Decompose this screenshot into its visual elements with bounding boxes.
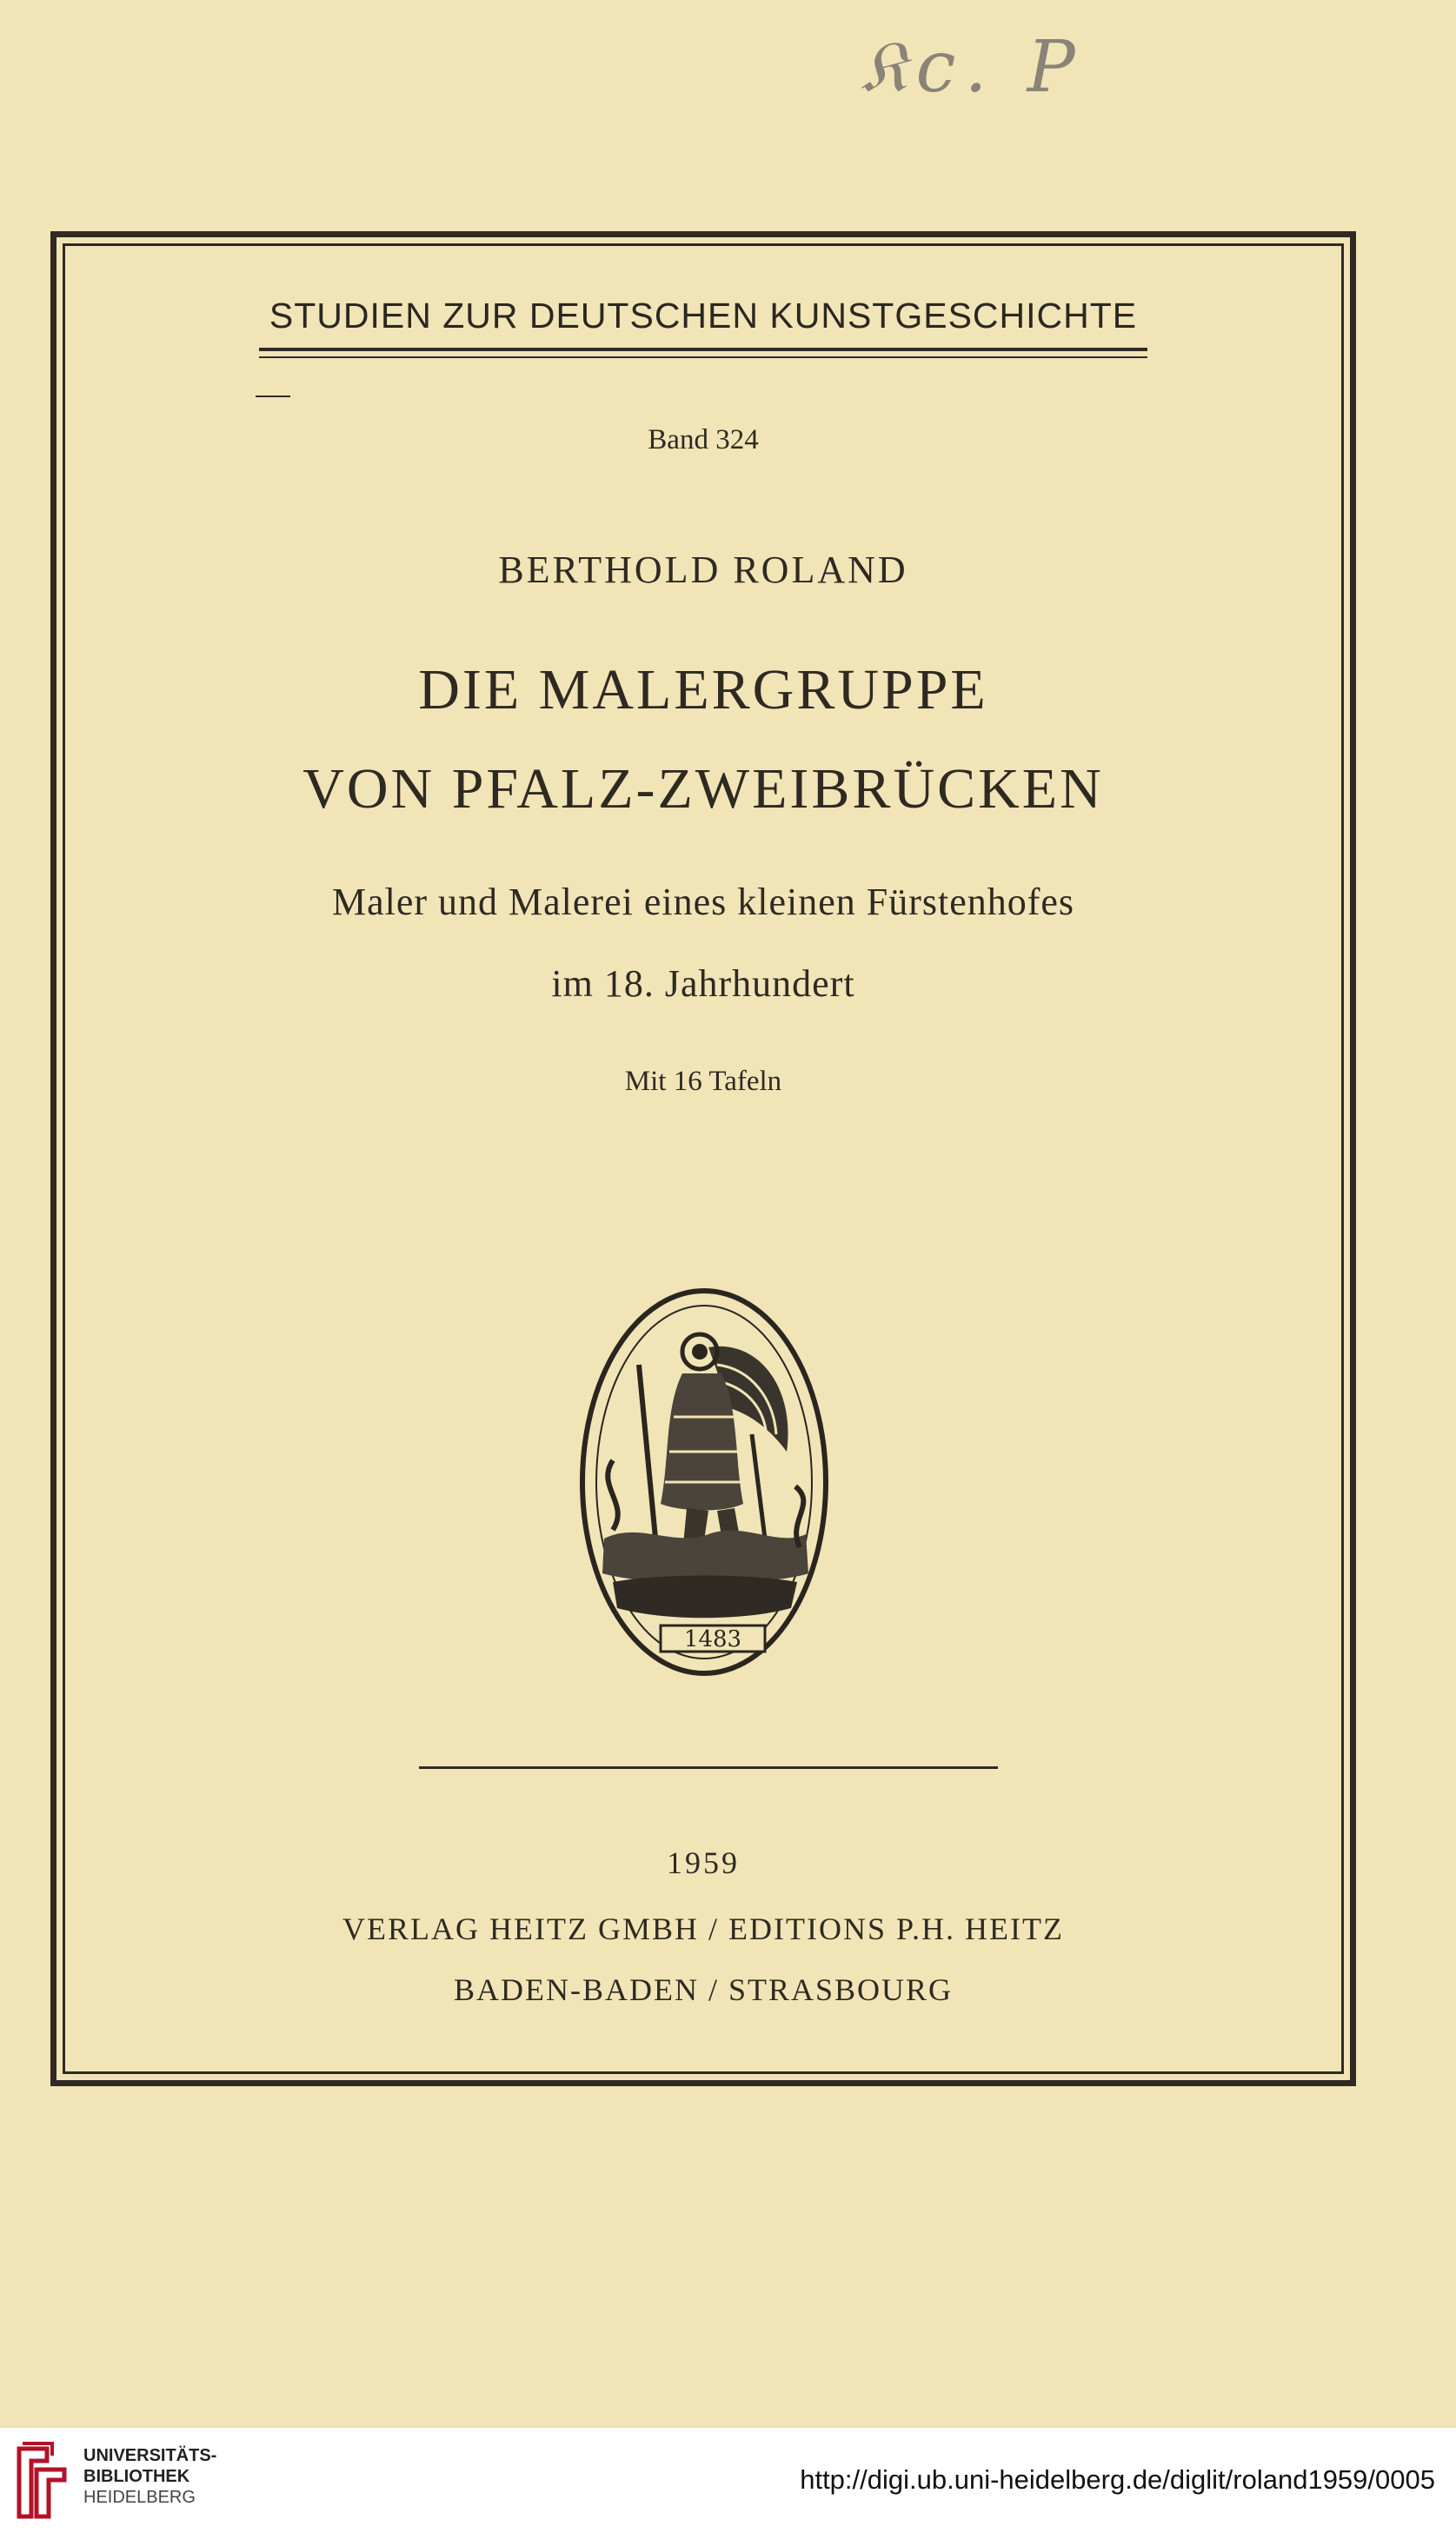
small-dash xyxy=(256,396,290,397)
handwritten-mark: 𝔎c. P xyxy=(861,26,1084,109)
publication-place: BADEN-BADEN / STRASBOURG xyxy=(453,1972,954,2007)
publisher-line: VERLAG HEITZ GMBH / EDITIONS P.H. HEITZ xyxy=(342,1911,1064,1946)
publication-year: 1959 xyxy=(667,1845,740,1880)
digitization-footer xyxy=(0,2427,1456,2533)
permalink-url[interactable]: http://digi.ub.uni-heidelberg.de/diglit/roland1959/0005 xyxy=(800,2464,1435,2495)
library-name-line-3: HEIDELBERG xyxy=(83,2488,196,2507)
library-name-line-2: BIBLIOTHEK xyxy=(83,2467,190,2486)
library-name xyxy=(83,2445,216,2508)
angel-seal-icon xyxy=(578,1286,830,1678)
university-library-logo-icon xyxy=(14,2440,70,2520)
plates-note: Mit 16 Tafeln xyxy=(624,1066,782,1097)
series-title: STUDIEN ZUR DEUTSCHEN KUNSTGESCHICHTE xyxy=(269,296,1138,336)
series-rule-bottom xyxy=(259,356,1147,358)
series-rule-top xyxy=(259,348,1147,351)
title-line-1: DIE MALERGRUPPE xyxy=(418,658,988,721)
volume-number: Band 324 xyxy=(648,424,759,455)
library-name-line-1: UNIVERSITÄTS- xyxy=(83,2446,217,2465)
seal-year: 1483 xyxy=(683,1626,742,1652)
author-name: BERTHOLD ROLAND xyxy=(498,548,908,591)
subtitle-line-2: im 18. Jahrhundert xyxy=(551,962,855,1005)
bottom-rule xyxy=(419,1766,998,1769)
inner-frame xyxy=(63,243,1344,2074)
title-line-2: VON PFALZ-ZWEIBRÜCKEN xyxy=(303,757,1104,821)
subtitle-line-1: Maler und Malerei eines kleinen Fürstenhofes xyxy=(331,881,1075,923)
